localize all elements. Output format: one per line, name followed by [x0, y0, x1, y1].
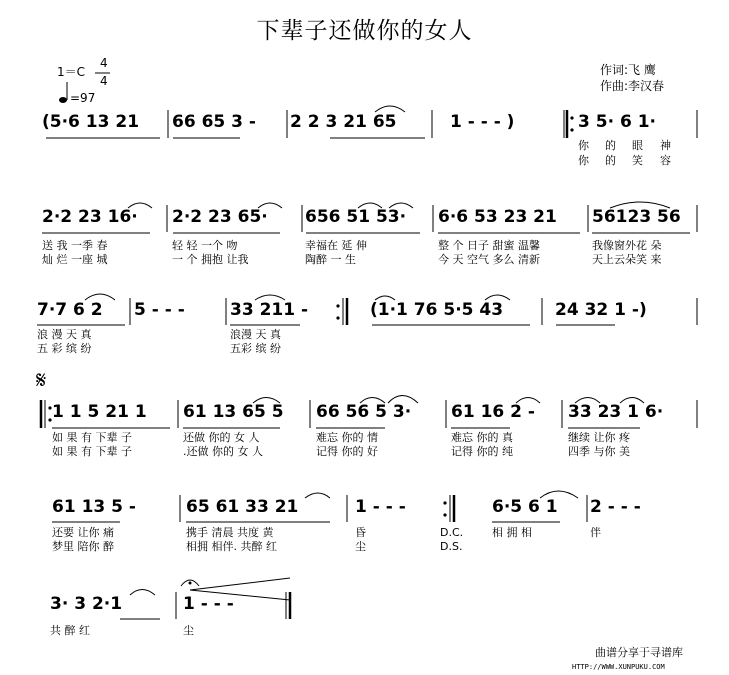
measure-3-3: 33 211 -	[230, 300, 309, 320]
lyric-5-1-1: 还要 让你 痛	[52, 526, 114, 539]
measure-3-5: 24 32 1 -)	[555, 300, 647, 320]
lyric-4-1-2: 还做 你的 女 人	[183, 431, 260, 444]
composer: 作曲:李汉春	[600, 79, 665, 93]
lyric-5-1-2: 携手 清晨 共度 黄	[186, 526, 274, 539]
measure-6-2: 1 - - -	[183, 594, 234, 614]
lyric-3-1-2: 浪漫 天 真	[230, 328, 281, 341]
lyric-5-2-3: 尘	[355, 540, 366, 553]
measure-3-1: 7·7 6 2	[37, 300, 103, 320]
lyric-4-2-4: 记得 你的 纯	[451, 445, 513, 458]
lyric-3-2-2: 五彩 缤 纷	[230, 342, 281, 355]
lyric-4-1-5: 继续 让你 疼	[568, 431, 630, 444]
measure-2-5: 56123 56	[592, 207, 681, 227]
measure-1-5: 3 5· 6 1·	[578, 112, 656, 132]
lyric-5-1-4: D.C.	[440, 526, 464, 539]
lyric-1-2-1: 你	[578, 154, 589, 167]
lyric-4-2-1: 如 果 有 下辈 子	[52, 445, 132, 458]
measure-6-1: 3· 3 2·1	[50, 594, 123, 614]
measure-5-4: 6·5 6 1	[492, 497, 558, 517]
lyric-4-1-4: 难忘 你的 真	[451, 431, 513, 444]
measure-2-3: 656 51 53·	[305, 207, 407, 227]
time-signature-top: 4	[100, 56, 108, 70]
measure-5-5: 2 - - -	[590, 497, 641, 517]
lyric-1-1-1: 你	[578, 139, 589, 152]
measure-5-3: 1 - - -	[355, 497, 406, 517]
segno-icon: 𝄋	[36, 366, 47, 394]
lyric-4-2-2: .还做 你的 女 人	[183, 445, 263, 458]
measure-4-3: 66 56 5 3·	[316, 402, 412, 422]
lyric-5-2-4: D.S.	[440, 540, 463, 553]
measure-5-1: 61 13 5 -	[52, 497, 136, 517]
page-title: 下辈子还做你的女人	[256, 18, 473, 44]
lyric-2-2-3: 陶醉 一 生	[305, 253, 356, 266]
lyric-6-1-1: 共 醉 红	[50, 624, 90, 637]
measure-4-5: 33 23 1 6·	[568, 402, 664, 422]
time-signature-bottom: 4	[100, 74, 108, 88]
lyric-2-1-1: 送 我 一季 春	[42, 239, 108, 252]
measure-4-4: 61 16 2 -	[451, 402, 535, 422]
tempo: =97	[70, 91, 96, 105]
lyric-5-1-3: 昏	[355, 526, 366, 539]
lyric-4-1-1: 如 果 有 下辈 子	[52, 431, 132, 444]
measure-2-2: 2·2 23 65·	[172, 207, 268, 227]
measure-1-3: 2 2 3 21 65	[290, 112, 397, 132]
lyric-5-1-5: 相 拥 相	[492, 526, 532, 539]
lyric-1-2-2: 的	[605, 154, 616, 167]
lyric-2-1-3: 幸福在 延 伸	[305, 239, 367, 252]
lyric-4-2-5: 四季 与你 美	[568, 445, 630, 458]
measure-4-2: 61 13 65 5	[183, 402, 284, 422]
footer-url: HTTP://WWW.XUNPUKU.COM	[572, 663, 665, 671]
lyric-1-1-2: 的	[605, 139, 616, 152]
measure-3-4: (1·1 76 5·5 43	[370, 300, 504, 320]
lyric-3-1-1: 浪 漫 天 真	[37, 328, 92, 341]
measure-1-4: 1 - - - )	[450, 112, 515, 132]
measure-5-2: 65 61 33 21	[186, 497, 299, 517]
lyric-2-2-1: 灿 烂 一座 城	[42, 253, 108, 266]
lyric-4-1-3: 难忘 你的 情	[316, 431, 378, 444]
lyric-5-2-2: 相拥 相伴. 共醉 红	[186, 540, 277, 553]
key-signature: 1＝C	[57, 65, 86, 79]
footer-share: 曲谱分享于寻谱库	[595, 646, 683, 659]
lyric-1-1-3: 眼	[632, 139, 643, 152]
lyric-1-1-4: 神	[660, 139, 671, 152]
lyric-1-2-4: 容	[660, 154, 671, 167]
lyric-4-2-3: 记得 你的 好	[316, 445, 378, 458]
measure-2-4: 6·6 53 23 21	[438, 207, 557, 227]
lyric-1-2-3: 笑	[632, 154, 643, 167]
measure-1-2: 66 65 3 -	[172, 112, 256, 132]
lyric-2-2-5: 天上云朵笑 来	[592, 253, 662, 266]
lyric-6-1-2: 尘	[183, 624, 194, 637]
lyric-2-1-5: 我像窗外花 朵	[592, 239, 662, 252]
measure-1-1: (5·6 13 21	[42, 112, 140, 132]
lyric-2-2-2: 一 个 拥抱 让我	[172, 253, 249, 266]
lyricist: 作词:飞 鹰	[600, 63, 656, 77]
lyric-5-1-6: 伴	[590, 526, 601, 539]
measure-2-1: 2·2 23 16·	[42, 207, 138, 227]
measure-3-2: 5 - - -	[134, 300, 185, 320]
lyric-2-1-2: 轻 轻 一个 吻	[172, 239, 238, 252]
lyric-5-2-1: 梦里 陪你 醉	[52, 540, 114, 553]
lyric-3-2-1: 五 彩 缤 纷	[37, 342, 92, 355]
measure-4-1: 1 1 5 21 1	[52, 402, 147, 422]
lyric-2-1-4: 整 个 日子 甜蜜 温馨	[438, 239, 540, 252]
lyric-2-2-4: 今 天 空气 多么 清新	[438, 253, 540, 266]
